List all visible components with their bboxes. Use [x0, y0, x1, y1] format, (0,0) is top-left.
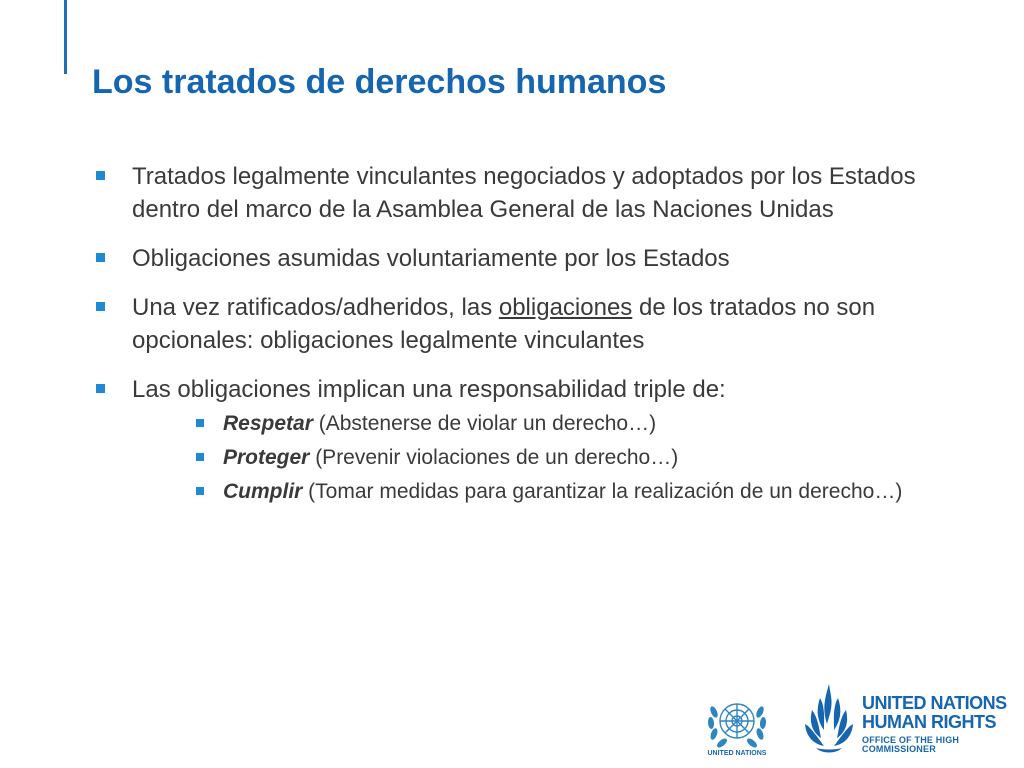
- square-bullet-icon: [196, 487, 204, 495]
- sub-bullet-detail: (Prevenir violaciones de un derecho…): [309, 446, 679, 469]
- sub-bullet-item: [196, 478, 976, 506]
- square-bullet-icon: [96, 253, 105, 262]
- square-bullet-icon: [196, 453, 204, 461]
- title-accent-bar: [64, 0, 67, 74]
- human-rights-wordmark: [862, 694, 1024, 755]
- sub-bullet-term: Respetar: [223, 412, 313, 435]
- square-bullet-icon: [96, 171, 105, 180]
- hr-logo-line3: OFFICE OF THE HIGH COMMISSIONER: [862, 734, 960, 755]
- bullet-item: [96, 291, 976, 357]
- sub-bullet-item: [196, 410, 976, 438]
- sub-bullet-term: Proteger: [223, 446, 310, 469]
- sub-bullet-detail: (Abstenerse de violar un derecho…): [312, 412, 657, 435]
- bullet-text-part: Una vez ratificados/adheridos, las: [132, 294, 499, 321]
- sub-bullet-item: [196, 444, 976, 472]
- bullet-item: [96, 373, 976, 506]
- bullet-list: [96, 160, 976, 522]
- slide-title: Los tratados de derechos humanos: [92, 63, 667, 101]
- un-logo-label: UNITED NATIONS: [707, 750, 767, 757]
- square-bullet-icon: [96, 384, 105, 393]
- hr-logo-line2: HUMAN RIGHTS: [862, 711, 996, 732]
- bullet-text: Tratados legalmente vinculantes negociados y adoptados por los Estados dentro del marco de la Asamblea General de las Naciones Unidas: [132, 163, 916, 223]
- bullet-item: [96, 242, 976, 275]
- sub-bullet-list: [132, 410, 976, 506]
- square-bullet-icon: [196, 419, 204, 427]
- square-bullet-icon: [96, 302, 105, 311]
- bullet-text: [132, 294, 875, 354]
- bullet-text: Obligaciones asumidas voluntariamente por los Estados: [132, 245, 730, 272]
- underlined-term: obligaciones: [498, 294, 633, 321]
- hr-logo-line1: UNITED NATIONS: [862, 693, 1007, 713]
- sub-bullet-detail: (Tomar medidas para garantizar la realización de un derecho…): [302, 480, 903, 503]
- bullet-text-part: de los tratados no son opcionales: obligaciones legalmente vinculantes: [132, 294, 876, 354]
- bullet-item: [96, 160, 976, 226]
- bullet-text: Las obligaciones implican una responsabilidad triple de:: [132, 376, 726, 403]
- human-rights-flame-icon: [800, 680, 858, 760]
- sub-bullet-term: Cumplir: [223, 480, 303, 503]
